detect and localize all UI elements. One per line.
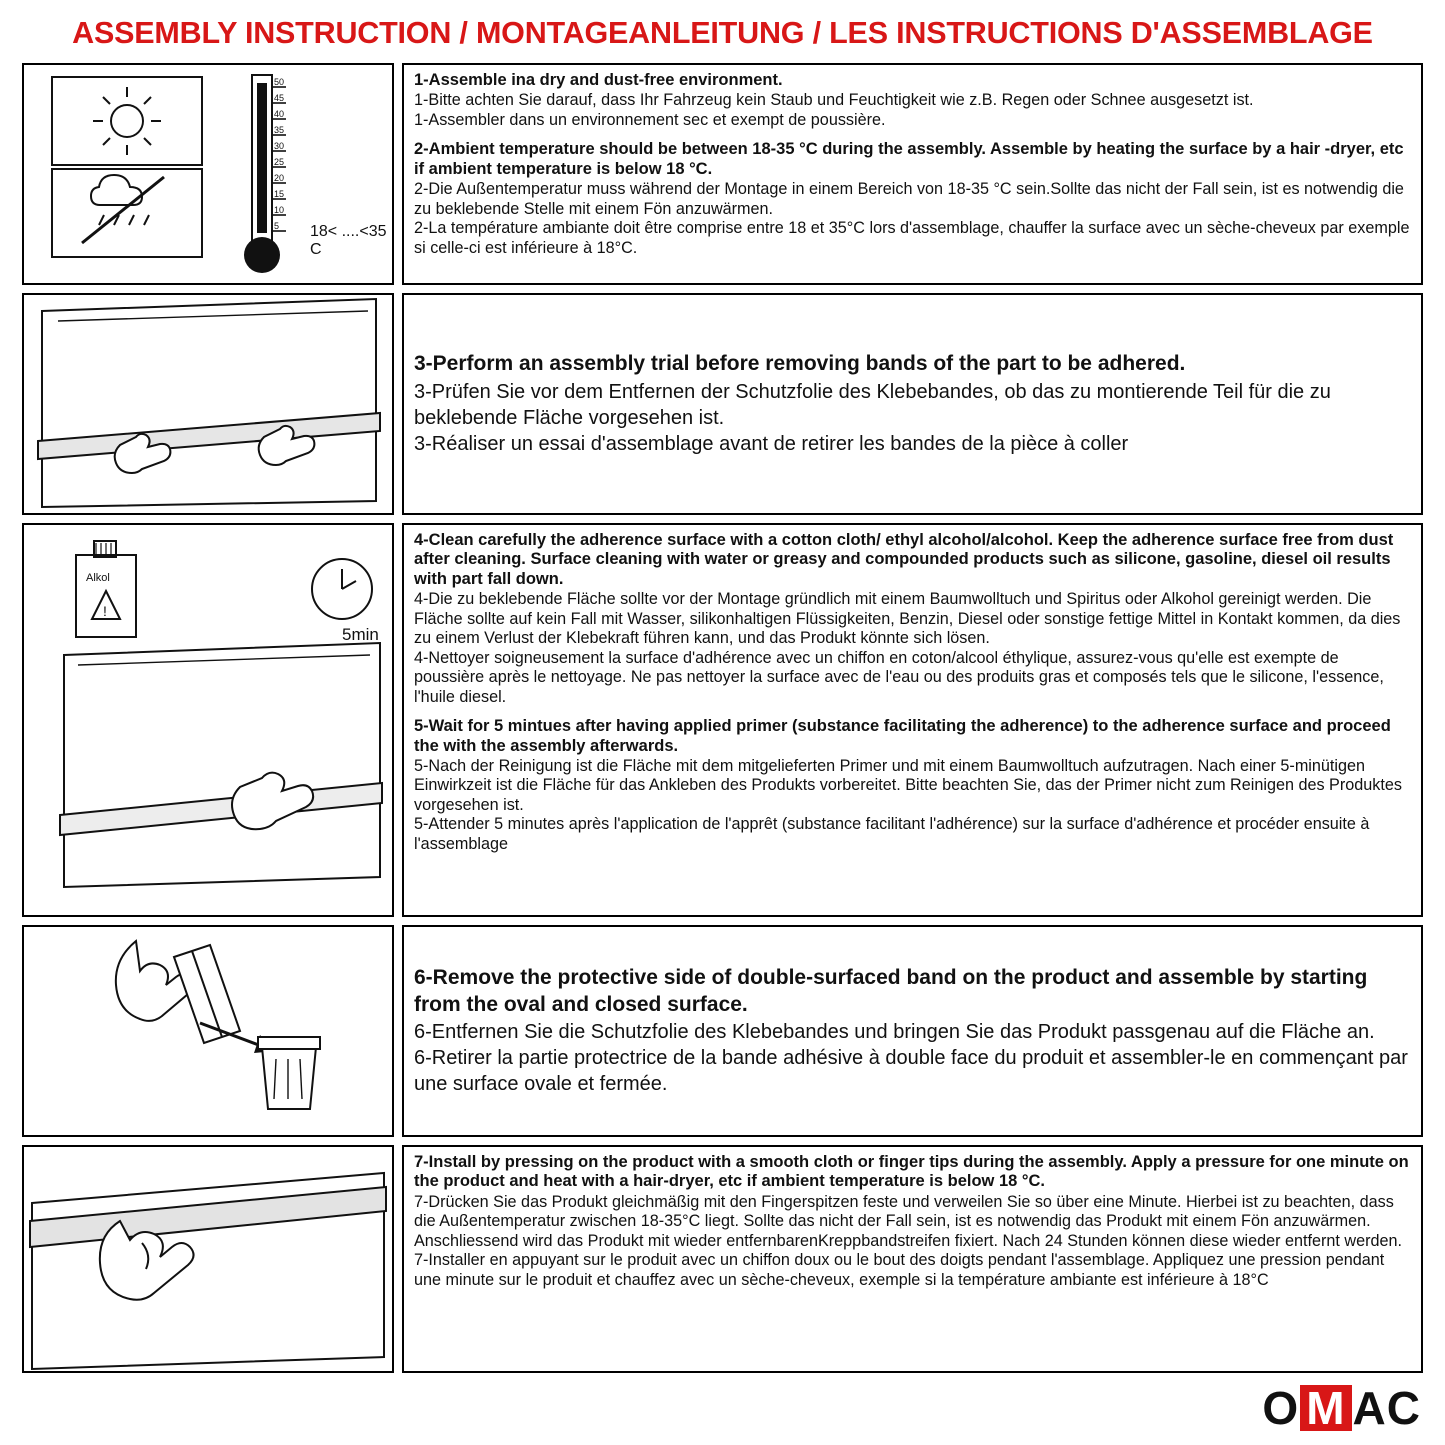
svg-text:35: 35 <box>274 125 285 135</box>
step-3-fr: 3-Réaliser un essai d'assemblage avant de retirer les bandes de la pièce à coller <box>414 432 1129 455</box>
step-4-en: 4-Clean carefully the adherence surface with a cotton cloth/ ethyl alcohol/alcohol. Keep the adherence surface free from dust after cleaning. Surface cleaning with water or greasy and compounded products such as silicone, gasoline, diesel oil results with part fall down. <box>414 531 1394 588</box>
svg-text:25: 25 <box>274 157 285 167</box>
text-step-4 <box>402 523 1423 917</box>
figure-trial-fit <box>22 293 394 515</box>
step-4-de: 4-Die zu beklebende Fläche sollte vor der Montage gründlich mit einem Baumwolltuch und Spiritus oder Alkohol gereinigt werden. Die Fläche sollte auf kein Fall mit Wasser, silikonhaltigen Flüssigkeiten, Benzin, Diesel oder sonstige fettige Mittel in Kontakt kommen, da dies zu einem Verlust der Klebekraft führen kann, und das Produkt könnte sich lösen. <box>414 590 1401 648</box>
step-5-fr: 5-Attender 5 minutes après l'application de l'apprêt (substance facilitant l'adhérence) sur la surface d'adhérence et procéder ensuite à l'assemblage <box>414 815 1370 853</box>
step-1-fr: 1-Assembler dans un environnement sec et exempt de poussière. <box>414 110 886 129</box>
logo-letter-c: C <box>1386 1382 1421 1434</box>
row-step-1 <box>22 63 1423 285</box>
step-2-fr: 2-La température ambiante doit être comprise entre 18 et 35°C lors d'assemblage, chauffer la surface avec un sèche-cheveux par exemple si celle-ci est inférieure à 18°C. <box>414 219 1410 257</box>
step-1-en: 1-Assemble ina dry and dust-free environment. <box>414 71 783 89</box>
svg-text:30: 30 <box>274 141 285 151</box>
step-1-block <box>414 71 1411 130</box>
step-7-en: 7-Install by pressing on the product with a smooth cloth or finger tips during the assembly. Apply a pressure for one minute on the product and heat with a hair-dryer, etc if ambient temperature is below 18 °C. <box>414 1153 1409 1191</box>
svg-text:45: 45 <box>274 93 285 103</box>
figure-press-install <box>22 1145 394 1373</box>
text-step-6 <box>402 925 1423 1137</box>
row-step-7 <box>22 1145 1423 1373</box>
step-2-de: 2-Die Außentemperatur muss während der Montage in einem Bereich von 18-35 °C sein.Sollte das nicht der Fall sein, ist es notwendig die zu beklebende Stelle mit einem Fön anzuwärmen. <box>414 180 1404 218</box>
step-3-block <box>414 351 1411 456</box>
brand-logo <box>1262 1381 1421 1435</box>
svg-text:!: ! <box>103 603 107 619</box>
row-step-6 <box>22 925 1423 1137</box>
svg-text:40: 40 <box>274 109 285 119</box>
page-title: ASSEMBLY INSTRUCTION / MONTAGEANLEITUNG / LES INSTRUCTIONS D'ASSEMBLAGE <box>72 16 1373 50</box>
svg-text:15: 15 <box>274 189 285 199</box>
step-1-de: 1-Bitte achten Sie darauf, dass Ihr Fahrzeug kein Staub und Feuchtigkeit wie z.B. Regen oder Schnee ausgesetzt ist. <box>414 91 1254 110</box>
svg-text:Alkol: Alkol <box>86 572 110 584</box>
step-4-block <box>414 531 1411 707</box>
step-6-block <box>414 965 1411 1097</box>
step-6-fr: 6-Retirer la partie protectrice de la bande adhésive à double face du produit et assembler-le en commençant par une surface ovale et fermée. <box>414 1046 1408 1095</box>
text-step-3 <box>402 293 1423 515</box>
step-5-de: 5-Nach der Reinigung ist die Fläche mit dem mitgelieferten Primer und mit einem Baumwolltuch aufzutragen. Nach einer 5-minütigen Einwirkzeit ist die Fläche für das Ankleben des Produkts vorbereitet. Bitte beachten Sie, das der Primer nicht zum Reinigen des Produktes vorgesehen ist. <box>414 756 1402 814</box>
figure-environment <box>22 63 394 285</box>
logo-letter-o: O <box>1262 1382 1300 1434</box>
step-7-fr: 7-Installer en appuyant sur le produit avec un chiffon doux ou le bout des doigts pendant l'assemblage. Appliquez une pression pendant une minute sur le produit et chauffez avec un sèche-cheveux, exemple si la température ambiante est inférieure à 18°C <box>414 1251 1385 1289</box>
step-5-en: 5-Wait for 5 mintues after having applied primer (substance facilitating the adherence) to the adherence surface and proceed the with the assembly afterwards. <box>414 717 1391 755</box>
svg-text:5: 5 <box>274 221 280 231</box>
step-7-block <box>414 1153 1411 1290</box>
step-2-en: 2-Ambient temperature should be between 18-35 °C during the assembly. Assemble by heating the surface by a hair -dryer, etc if ambient temperature is below 18 °C. <box>414 140 1404 178</box>
row-step-3 <box>22 293 1423 515</box>
step-2-block <box>414 140 1411 258</box>
steps-grid <box>22 63 1423 1373</box>
svg-text:10: 10 <box>274 205 285 215</box>
step-6-en: 6-Remove the protective side of double-surfaced band on the product and assemble by starting from the oval and closed surface. <box>414 966 1368 1016</box>
step-5-block <box>414 717 1411 854</box>
step-6-de: 6-Entfernen Sie die Schutzfolie des Klebebandes und bringen Sie das Produkt passgenau auf die Fläche an. <box>414 1020 1375 1043</box>
step-7-de: 7-Drücken Sie das Produkt gleichmäßig mit den Fingerspitzen feste und verweilen Sie so über eine Minute. Hierbei ist zu beachten, dass die Außentemperatur zwischen 18-35°C liegt. Sollte das nicht der Fall sein, ist es notwendig das Produkt mit einem Fön anzuwärmen. Anschliessend wird das Produkt mit wieder entfernbarenKreppbandstreifen fixiert. Nach 24 Stunden können diese wieder entfernt werden. <box>414 1192 1403 1250</box>
figure-cleaning <box>22 523 394 917</box>
timer-label: 5min <box>342 625 379 644</box>
step-3-de: 3-Prüfen Sie vor dem Entfernen der Schutzfolie des Klebebandes, ob das zu montierende Teil für die zu beklebende Fläche vorgesehen ist. <box>414 380 1331 429</box>
figure-peel-liner <box>22 925 394 1137</box>
svg-text:20: 20 <box>274 173 285 183</box>
temperature-range-label: 18< ....<35 C <box>310 223 387 258</box>
text-step-1 <box>402 63 1423 285</box>
step-3-en: 3-Perform an assembly trial before removing bands of the part to be adhered. <box>414 352 1186 376</box>
logo-letter-a: A <box>1352 1382 1387 1434</box>
step-4-fr: 4-Nettoyer soigneusement la surface d'adhérence avec un chiffon en coton/alcool éthylique, assurez-vous qu'elle est exempte de poussière après le nettoyage. Ne pas nettoyer la surface avec de l'eau ou des produits gras et composés tels que le silicone, l'essence, l'huile diesel. <box>414 648 1384 706</box>
row-step-4 <box>22 523 1423 917</box>
text-step-7 <box>402 1145 1423 1373</box>
svg-text:50: 50 <box>274 77 285 87</box>
logo-letter-m: M <box>1300 1385 1351 1432</box>
